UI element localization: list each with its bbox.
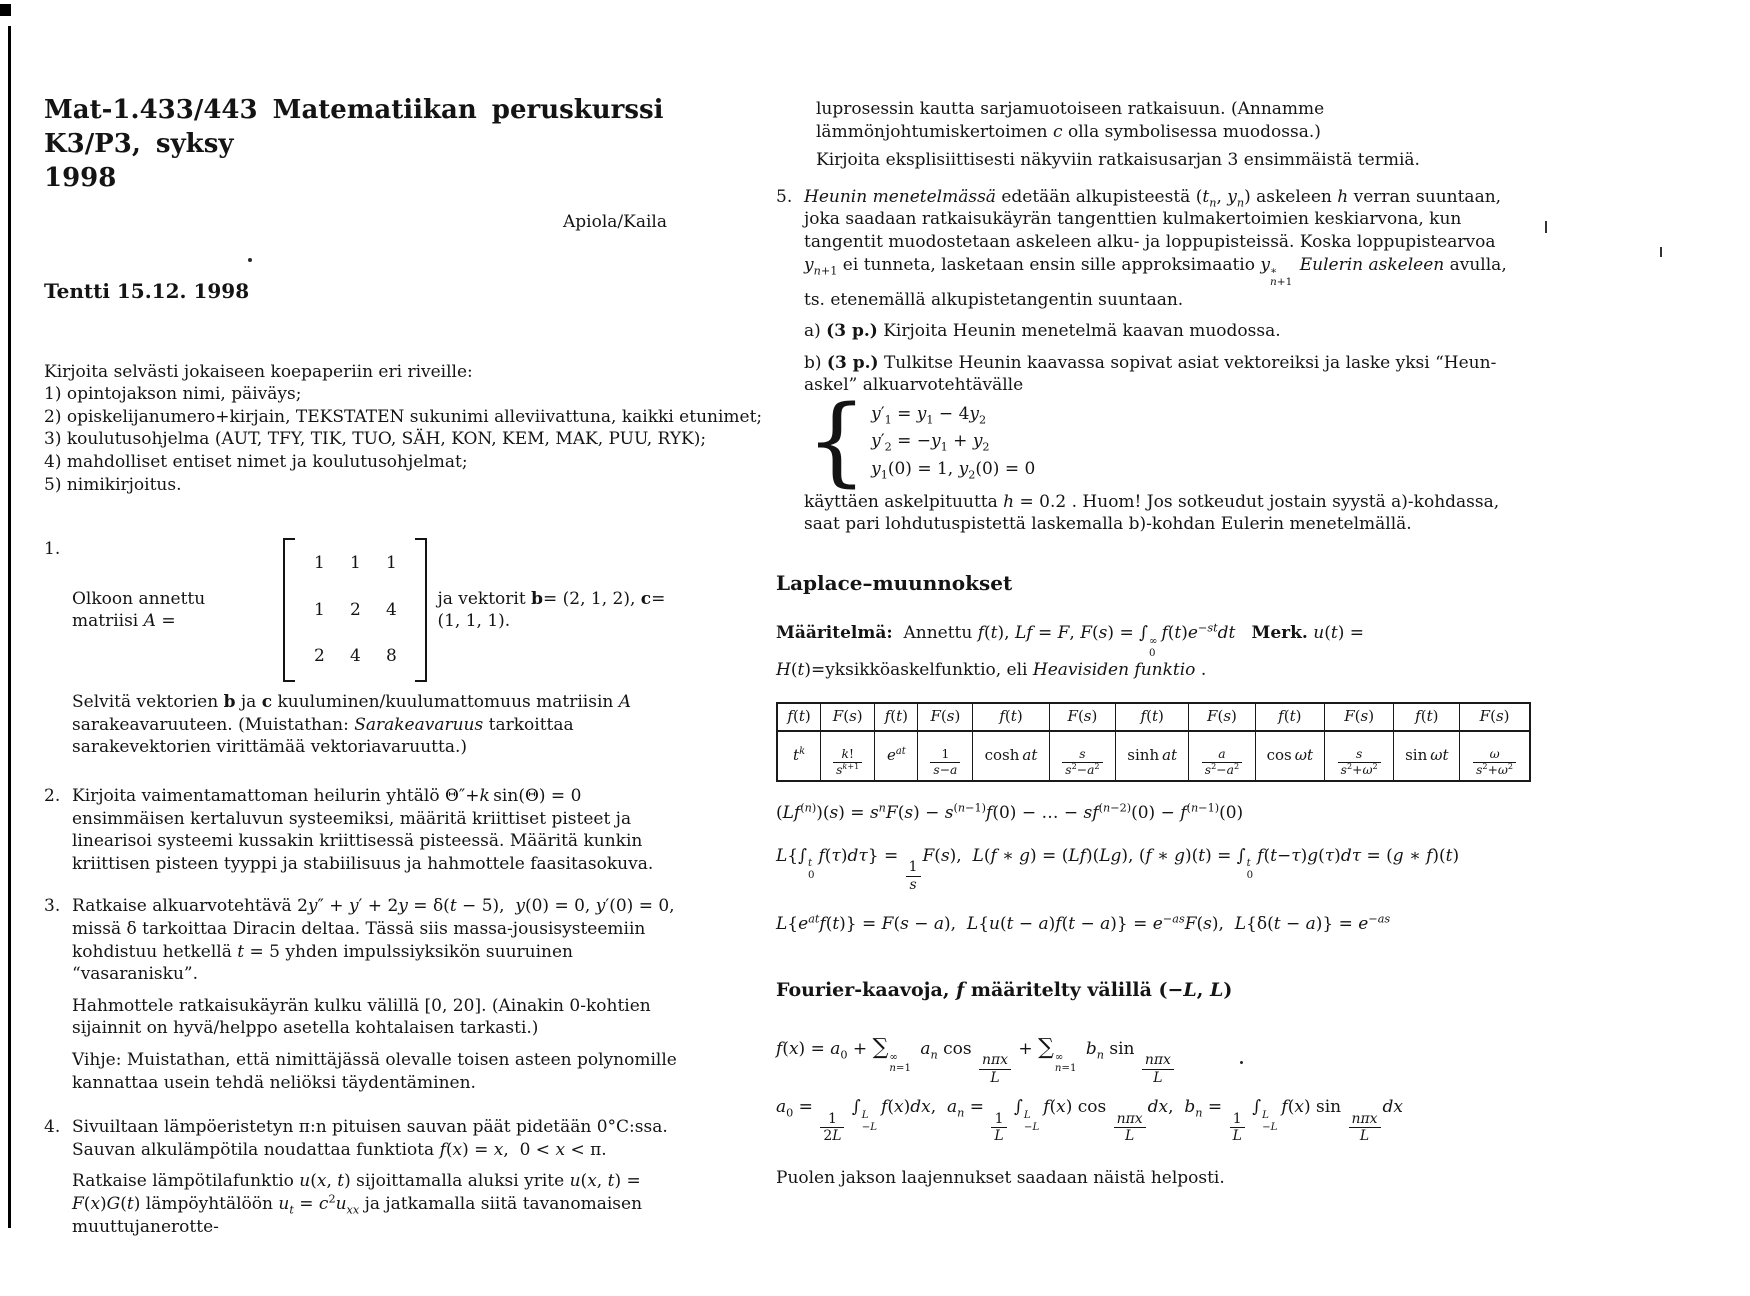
table-cell: $t^k$ [777,731,821,781]
continuation-text-2: Kirjoita eksplisiittisesti näkyviin ratkaisusarjan 3 ensimmäistä termiä. [816,150,1420,171]
problem-4-continuation [776,98,1531,172]
instruction-item: 4) mahdolliset entiset nimet ja koulutusohjelmat; [44,452,468,473]
laplace-definition: Määritelmä: Annettu f(t), Lf = F, F(s) = ∫ ∞ 0 $f(t)e^{-st}dt$ Merk. u(t) = H(t)=yksikköaskelfunktio, eli Heavisiden funktio . [776,621,1364,681]
table-cell: sinh at [1116,731,1189,781]
matrix-cell: 8 [386,646,397,667]
table-header-cell: f(t) [1394,703,1460,731]
table-header-cell: F(s) [1189,703,1256,731]
table-body-row [777,731,1530,781]
problem-number: 2. [44,785,61,806]
table-header-cell: f(t) [973,703,1049,731]
laplace-derivative-rule: $(Lf^{(n)})(s) = s^nF(s) - s^{(n-1)}f(0)$ − … − $sf^{(n-2)}(0) - f^{(n-1)}(0)$ [776,801,1244,824]
table-cell: $\frac{1}{s-a}$ [918,731,973,781]
right-column [776,98,1531,1189]
problem-5 [776,186,1531,536]
table-header-cell: F(s) [821,703,875,731]
system-equation-2: $y'_2 = -y_1 + y_2$ [871,431,990,454]
problem-number: 1. [44,539,61,560]
matrix-cell: 1 [314,599,325,620]
table-cell: sin ωt [1394,731,1460,781]
table-header-cell: f(t) [777,703,821,731]
table-header-cell: F(s) [1049,703,1116,731]
system-equations [871,403,1035,481]
table-cell: $\frac{a}{s^2-a^2}$ [1189,731,1256,781]
laplace-integral-convolution-rule: L{∫ t 0 f(τ)dτ} = $\frac{1}{s}$ F(s), L(f ∗ g) = (Lf)(Lg), (f ∗ g)(t) = ∫ t 0 f(t−τ)g(τ)dτ = (g ∗ f)(t) [776,845,1460,893]
matrix-left-bracket [283,538,295,682]
ivp-system [806,384,1531,497]
problem-1 [44,538,692,759]
system-equation-1: $y'_1 = y_1 - 4y_2$ [871,403,987,427]
course-title-line2: 1998 [44,162,117,193]
system-initial-conditions: $y_1(0) = 1$, $y_2(0) = 0$ [871,459,1036,482]
matrix-A [283,538,427,682]
scan-speck [1545,221,1547,233]
table-cell: cos ωt [1255,731,1324,781]
laplace-shift-rules: $L\{e^{at}f(t)\} = F(s - a)$, $L\{u(t - a)f(t - a)\} = e^{-as}F(s)$, $L\{\delta(t - a)\} = e^{-as}$ [776,912,1391,935]
matrix-cell: 2 [314,646,325,667]
fourier-series-formula: $f(x) = a_0$ + ∑ ∞ n=1 $a_n$ cos $\frac{\text{nπx}}{L}$ + ∑ ∞ n=1 $b_n$ sin $\frac{\text{nπx}}{L}$ [776,1033,1531,1086]
instruction-item: 3) koulutusohjelma (AUT, TFY, TIK, TUO, SÄH, KON, KEM, MAK, PUU, RYK); [44,429,707,450]
laplace-section-heading: Laplace–muunnokset [776,570,1013,595]
scan-corner-artifact [0,4,11,16]
matrix-entries [295,538,415,682]
table-cell: cosh at [973,731,1049,781]
problem-4-text-2: Ratkaise lämpötilafunktio u(x, t) sijoittamalla aluksi yrite u(x, t) = F(x)G(t) lämpöyhtälöön $u_t = c^2u_{xx}$ ja jatkamalla siitä tavanomaisen muuttujanerotte- [72,1171,643,1237]
problem-5-body [804,186,1531,536]
exam-date-label: Tentti 15.12. 1998 [44,279,250,303]
instruction-item: 2) opiskelijanumero+kirjain, TEKSTATEN sukunimi alleviivattuna, kaikki etunimet; [44,406,763,427]
table-header-cell: F(s) [1460,703,1530,731]
problem-4 [44,1116,692,1238]
fourier-coefficient-formulas: $a_0$ = $\frac{1}{2L}$ ∫ L −L f(x)dx, $a_n$ = $\frac{1}{L}$ ∫ L −L f(x) cos $\frac{\text{nπx}}{L}$ dx, $b_n$ = $\frac{1}{L}$ ∫ L −L f(x) sin $\frac{\text{nπx}}{L}$ dx [776,1097,1403,1145]
matrix-cell: 1 [386,553,397,574]
problem-3-hint: Vihje: Muistathan, että nimittäjässä olevalle toisen asteen polynomille kannattaa usein tehdä neliöksi täydentäminen. [72,1050,677,1093]
table-header-row [777,703,1530,731]
problem-5-text: Heunin menetelmässä edetään alkupisteestä ($t_n$, $y_n$) askeleen h verran suuntaan, joka saadaan ratkaisukäyrän tangenttien kulmakertoimien keskiarvona, kun tangentit muodostetaan askeleen alku- ja loppupisteissä. Koska loppupistearvoa $y_{n+1}$ ei tunneta, lasketaan ensin sille approksimaatio y ∗ n+1 Eulerin askeleen avulla, ts. etenemällä alkupistetangentin suuntaan. [804,186,1507,310]
problem-5-step-note: käyttäen askelpituutta h = 0.2 . Huom! Jos sotkeudut jostain syystä a)-kohdassa, saat pari lohdutuspistettä laskemalla b)-kohdan Eulerin menetelmällä. [804,491,1500,535]
system-brace: { [806,384,868,497]
matrix-cell: 4 [386,599,397,620]
matrix-right-bracket [415,538,427,682]
problem-5-part-a: a) (3 p.) Kirjoita Heunin menetelmä kaavan muodossa. [804,321,1281,342]
problem-3-text: Ratkaise alkuarvotehtävä 2y″ + y′ + 2y = δ(t − 5), y(0) = 0, y′(0) = 0, missä δ tarkoittaa Diracin deltaa. Tässä siis massa-jousisysteemiin kohdistuu hetkellä t = 5 yhden impulssiyksikön suuruinen “vasaranisku”. [72,896,675,985]
table-cell: $\frac{k!}{s^{k+1}}$ [821,731,875,781]
matrix-cell: 4 [350,646,361,667]
course-title-line1: Mat-1.433/443 Matematiikan peruskurssi K3/P3, syksy [44,95,664,159]
instruction-item: 5) nimikirjoitus. [44,474,182,495]
problem-2-body: Kirjoita vaimentamattoman heilurin yhtälö Θ″+k sin(Θ) = 0 ensimmäisen kertaluvun systeemiksi, määritä kriittiset pisteet ja linearisoi systeemi kussakin kriittisessä pisteessä. Määritä kunkin kriittisen pisteen tyyppi ja stabiilisuus ja hahmottele faasitasokuva. [72,785,654,874]
problem-5-part-b: b) (3 p.) Tulkitse Heunin kaavassa sopivat asiat vektoreiksi ja laske yksi “Heun-askel” alkuarvotehtävälle [804,352,1497,396]
problem-1-body [72,538,692,759]
table-header-cell: f(t) [875,703,918,731]
authors: Apiola/Kaila [563,212,667,233]
scan-speck [1660,247,1662,257]
problem-number: 4. [44,1117,61,1138]
problem-number: 5. [776,186,793,207]
problem-number: 3. [44,896,61,917]
matrix-cell: 1 [314,553,325,574]
table-header-cell: f(t) [1116,703,1189,731]
instruction-item: 1) opintojakson nimi, päiväys; [44,384,302,405]
problem-4-body [72,1116,692,1238]
scan-left-edge-line [8,26,11,1228]
matrix-statement-row [72,538,692,682]
exam-instructions [44,361,763,497]
continuation-text: luprosessin kautta sarjamuotoiseen ratkaisuun. (Annamme lämmönjohtumiskertoimen c olla symbolisessa muodossa.) [816,99,1325,142]
instructions-intro: Kirjoita selvästi jokaiseen koepaperiin eri riveille: [44,361,473,382]
problem-3 [44,895,692,1094]
table-cell: $\frac{s}{s^2+\omega^2}$ [1324,731,1394,781]
table-cell: $\frac{\omega}{s^2+\omega^2}$ [1460,731,1530,781]
problem-3-body [72,895,692,1094]
matrix-cell: 2 [350,599,361,620]
problem-2 [44,785,692,875]
table-cell: $e^{at}$ [875,731,918,781]
table-header-cell: F(s) [1324,703,1394,731]
problem-4-text: Sivuiltaan lämpöeristetyn π:n pituisen sauvan päät pidetään 0°C:ssa. Sauvan alkulämpötila noudattaa funktiota f(x) = x, 0 < x < π. [72,1117,668,1160]
matrix-lead-text: Olkoon annettu matriisi A = [72,588,206,632]
left-column [44,94,763,1238]
matrix-cell: 1 [350,553,361,574]
laplace-transform-table [776,702,1531,782]
fourier-closing-note: Puolen jakson laajennukset saadaan näistä helposti. [776,1167,1225,1188]
problem-3-sketch-note: Hahmottele ratkaisukäyrän kulku välillä [0, 20]. (Ainakin 0-kohtien sijainnit on hyvä/helppo asetella kohtalaisen tarkasti.) [72,995,651,1039]
problem-1-text: Selvitä vektorien b ja c kuuluminen/kuulumattomuus matriisin A sarakeavaruuteen. (Muistathan: Sarakeavaruus tarkoittaa sarakevektorien virittämää vektoriavaruutta.) [72,692,632,758]
table-header-cell: F(s) [918,703,973,731]
course-title [44,94,692,195]
fourier-section-heading: Fourier-kaavoja, f määritelty välillä (−L, L) [776,978,1233,1001]
vectors-text: ja vektorit b= (2, 1, 2), c= (1, 1, 1). [437,588,666,632]
table-cell: $\frac{s}{s^2-a^2}$ [1049,731,1116,781]
table-header-cell: f(t) [1255,703,1324,731]
